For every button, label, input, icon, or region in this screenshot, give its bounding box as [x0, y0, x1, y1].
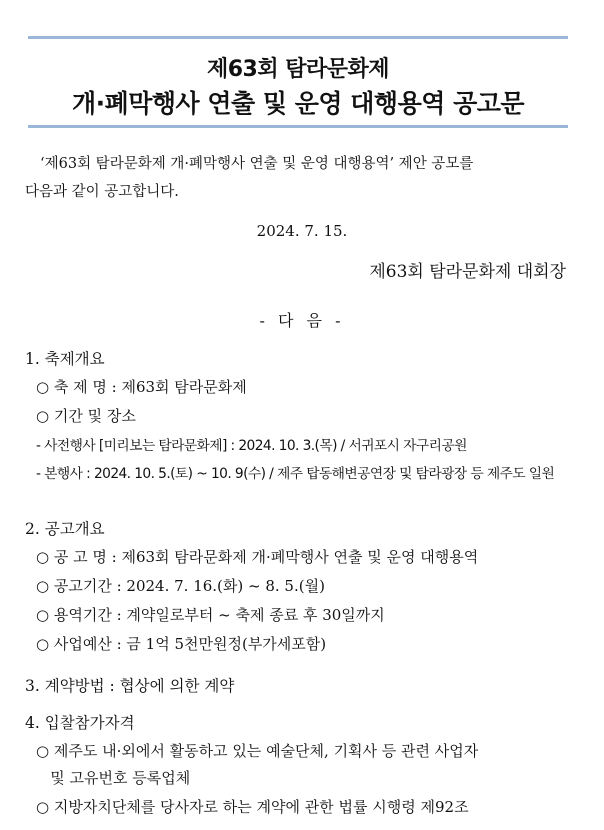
section-3-heading: 3. 계약방법 : 협상에 의한 계약: [25, 677, 235, 695]
title-line-2: 개·폐막행사 연출 및 운영 대행용역 공고문: [71, 89, 525, 118]
section-2-item: ○ 용역기간 : 계약일로부터 ~ 축제 종료 후 30일까지: [36, 606, 385, 624]
section-1-subitem: - 본행사 : 2024. 10. 5.(토) ~ 10. 9(수) / 제주 탑동해변공연장 및 탐라광장 등 제주도 일원: [36, 466, 555, 482]
separator: - 다 음 -: [259, 311, 345, 330]
title-line-1: 제63회 탐라문화제: [206, 57, 390, 82]
section-1-item: ○ 축 제 명 : 제63회 탐라문화제: [36, 378, 247, 396]
section-2-item: ○ 공고기간 : 2024. 7. 16.(화) ~ 8. 5.(월): [36, 577, 325, 595]
section-1-item: ○ 기간 및 장소: [36, 407, 136, 425]
announcement-date: 2024. 7. 15.: [256, 222, 348, 240]
section-1-heading: 1. 축제개요: [25, 350, 105, 368]
section-2-heading: 2. 공고개요: [25, 520, 105, 538]
section-4-item: ○ 제주도 내·외에서 활동하고 있는 예술단체, 기획사 등 관련 사업자: [36, 742, 479, 760]
section-4-item-continuation: 및 고유번호 등록업체: [36, 769, 191, 787]
title-bottom-rule: [28, 125, 568, 128]
section-2-item: ○ 공 고 명 : 제63회 탐라문화제 개·폐막행사 연출 및 운영 대행용역: [36, 548, 479, 566]
organizer: 제63회 탐라문화제 대회장: [369, 262, 566, 282]
title-box: [28, 36, 568, 128]
section-4-item: ○ 지방자치단체를 당사자로 하는 계약에 관한 법률 시행령 제92조: [36, 798, 469, 816]
section-4-heading: 4. 입찰참가자격: [25, 714, 135, 732]
intro-line-2: 다음과 같이 공고합니다.: [25, 184, 179, 200]
title-top-rule: [28, 36, 568, 39]
intro-line-1: ‘제63회 탐라문화제 개·폐막행사 연출 및 운영 대행용역’ 제안 공모를: [40, 156, 474, 172]
section-1-subitem: - 사전행사 [미리보는 탐라문화제] : 2024. 10. 3.(목) / 서귀포시 자구리공원: [36, 438, 467, 454]
section-2-item: ○ 사업예산 : 금 1억 5천만원정(부가세포함): [36, 635, 327, 653]
